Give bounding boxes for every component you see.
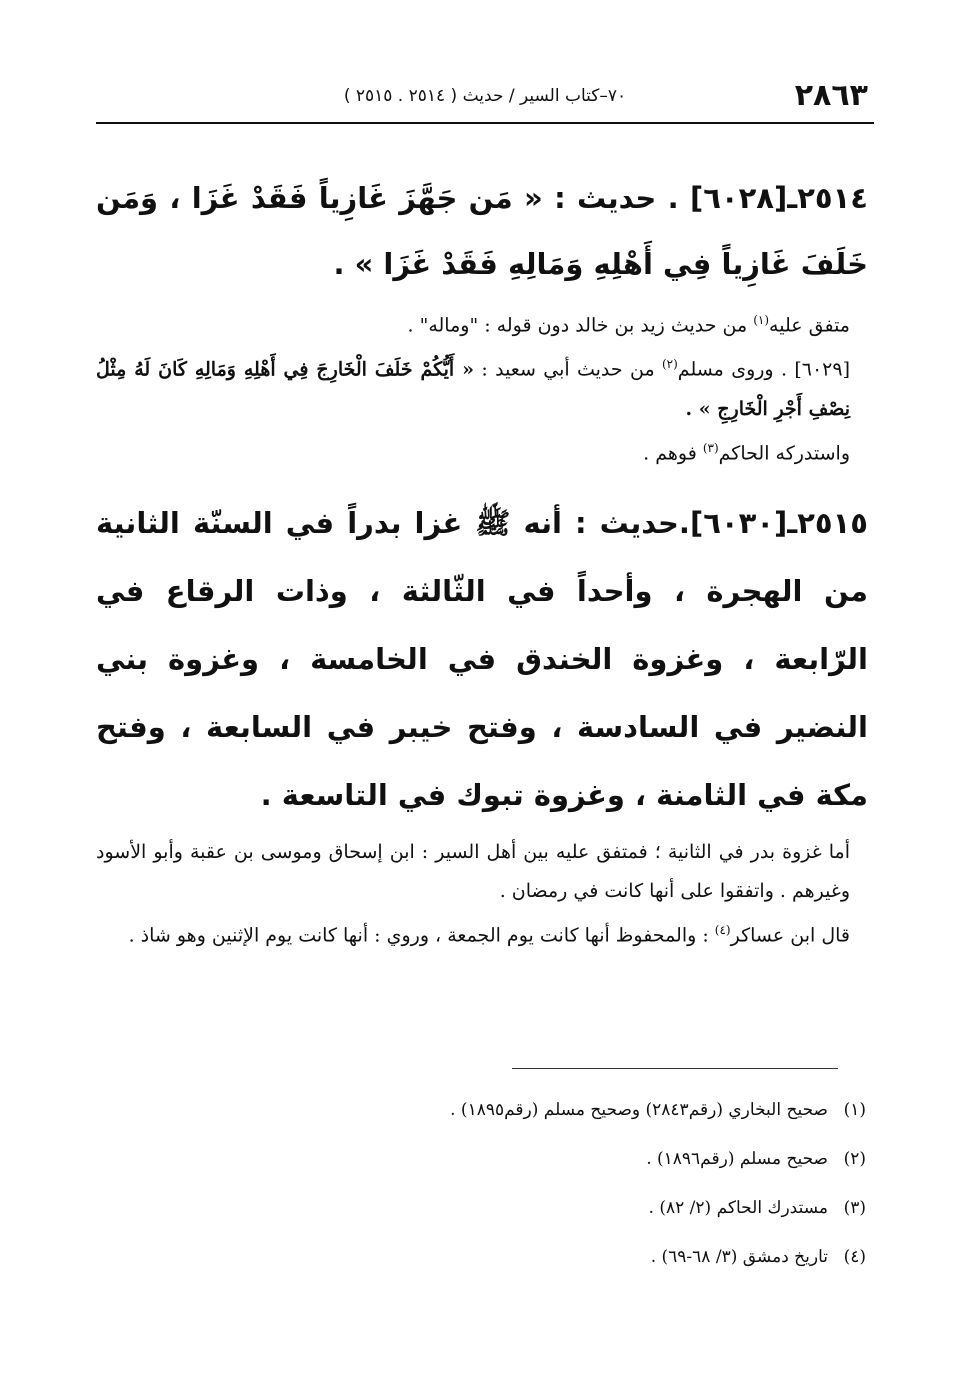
- footnote-item: [300, 1188, 866, 1237]
- commentary-text: : والمحفوظ أنها كانت يوم الجمعة ، وروي : أنها كانت يوم الإثنين وهو شاذ .: [128, 924, 715, 947]
- commentary-text: قال ابن عساكر: [730, 924, 850, 947]
- footnote-text: صحيح مسلم (رقم١٨٩٦) .: [646, 1149, 828, 1169]
- commentary-paragraph: أما غزوة بدر في الثانية ؛ فمتفق عليه بين أهل السير : ابن إسحاق وموسى بن عقبة وأبو الأسود وغيرهم . واتفقوا على أنها كانت في رمضان .: [96, 840, 850, 902]
- footnote-text: صحيح البخاري (رقم٢٨٤٣) وصحيح مسلم (رقم١٨٩٥) .: [450, 1100, 828, 1120]
- footnote-number: (١): [843, 1100, 866, 1120]
- commentary-text: واستدركه الحاكم: [718, 441, 850, 464]
- commentary-paragraph: [96, 911, 868, 955]
- footnote-text: تاريخ دمشق (٣/ ٦٨-٦٩) .: [650, 1247, 828, 1267]
- footnote-item: [300, 1139, 866, 1188]
- commentary-line: [96, 301, 868, 345]
- hadith-2514: [96, 165, 868, 297]
- hadith-number: ٢٥١٥ـ[٦٠٣٠]: [689, 505, 869, 540]
- footnote-ref: (٢): [661, 357, 678, 372]
- footnote-ref: (٤): [714, 922, 731, 937]
- commentary-2515: [96, 833, 868, 955]
- commentary-line: [96, 345, 868, 428]
- hadith-label: . حديث :: [542, 181, 690, 215]
- footnote-text: مستدرك الحاكم (٢/ ٨٢) .: [648, 1198, 828, 1218]
- hadith-text: أنه ﷺ غزا بدراً في السنّة الثانية من الهجرة ، وأحداً في الثّالثة ، وذات الرقاع في الرّابعة ، وغزوة الخندق في الخامسة ، وغزوة بني النضير في السادسة ، وفتح خيبر في السابعة ، وفتح مكة في الثامنة ، وغزوة تبوك في التاسعة .: [96, 505, 868, 812]
- hadith-label: .حديث :: [561, 505, 690, 540]
- footnote-separator: [512, 1068, 838, 1069]
- commentary-line: [96, 429, 868, 473]
- hadith-2515: [96, 489, 868, 829]
- commentary-text: من حديث زيد بن خالد دون قوله : "وماله" .: [407, 314, 754, 337]
- footnote-number: (٣): [843, 1198, 866, 1218]
- footnote-number: (٤): [843, 1247, 866, 1267]
- header-rule: [96, 122, 874, 124]
- page-header: [96, 78, 874, 120]
- footnotes: [300, 1090, 866, 1286]
- footnote-number: (٢): [843, 1149, 866, 1169]
- footnote-item: [300, 1237, 866, 1286]
- footnote-item: [300, 1090, 866, 1139]
- commentary-2514: [96, 301, 868, 473]
- hadith-number: ٢٥١٤ـ[٦٠٢٨]: [689, 181, 868, 215]
- hadith-text: « مَن جَهَّزَ غَازِياً فَقَدْ غَزَا ، وَمَن خَلَفَ غَازِياً فِي أَهْلِهِ وَمَالِهِ فَقَدْ غَزَا » .: [96, 181, 868, 281]
- commentary-text: فوهم .: [643, 441, 703, 464]
- commentary-text: متفق عليه: [769, 314, 850, 337]
- page-number: ٢٨٦٣: [794, 78, 868, 113]
- footnote-ref: (١): [753, 313, 770, 327]
- main-content: [96, 165, 868, 971]
- quoted-hadith: « أَيُّكُمْ خَلَفَ الْخَارِجَ فِي أَهْلِهِ وَمَالِهِ كَانَ لَهُ مِثْلُ نِصْفِ أَجْرِ الْخَارِجِ » .: [96, 358, 850, 420]
- footnote-ref: (٣): [702, 440, 719, 455]
- commentary-text: من حديث أبي سعيد :: [474, 358, 662, 381]
- running-title: ٧٠–كتاب السير / حديث ( ٢٥١٤ . ٢٥١٥ ): [343, 86, 627, 106]
- commentary-text: [٦٠٢٩] . وروى مسلم: [677, 358, 850, 381]
